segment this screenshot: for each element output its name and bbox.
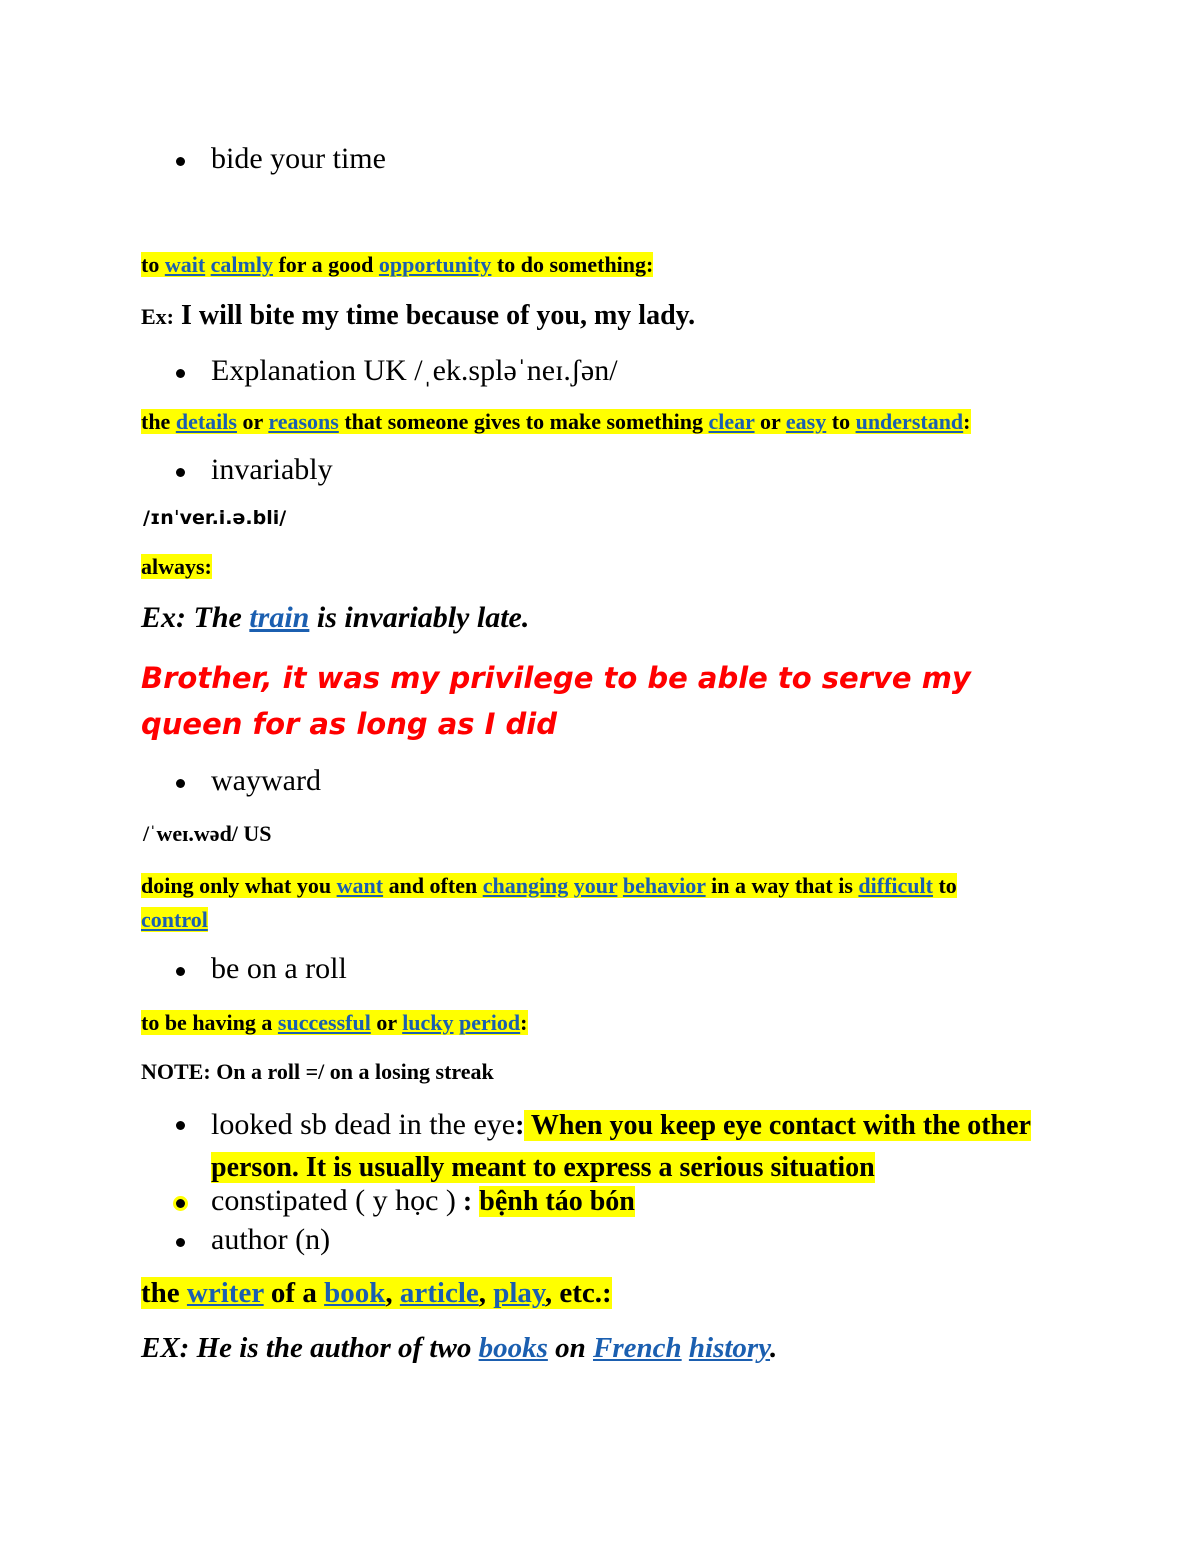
def-text: : (520, 1010, 528, 1035)
dict-link-books[interactable]: books (478, 1332, 548, 1364)
def-text: or (236, 409, 269, 434)
example-text: I will bite my time because of you, my lady. (174, 300, 696, 331)
def-text: to (141, 252, 165, 277)
dict-link-history[interactable]: history (688, 1332, 771, 1364)
note-text: On a roll =/ on a losing streak (210, 1059, 494, 1084)
dict-link-opportunity[interactable]: opportunity (378, 252, 492, 277)
list-item-constipated (211, 1184, 635, 1218)
note-label: NOTE: (141, 1059, 211, 1084)
def-text: the (141, 1277, 187, 1309)
bullet-dot (176, 1238, 185, 1247)
example-text (682, 1332, 689, 1364)
definition-bide (141, 252, 653, 278)
definition-roll (141, 1010, 528, 1036)
definition-invariably (141, 554, 212, 580)
bullet-dot (176, 157, 185, 166)
ipa-invariably: /ɪnˈver.i.ə.bli/ (143, 507, 287, 529)
dict-link-lucky[interactable]: lucky (402, 1010, 454, 1035)
list-item-looked (211, 1106, 1041, 1191)
example-bide (141, 300, 695, 332)
dict-link-your[interactable]: your (573, 873, 618, 898)
def-text: that someone gives to make something (338, 409, 709, 434)
example-invariably (141, 601, 529, 635)
dict-link-behavior[interactable]: behavior (622, 873, 706, 898)
def-text: or (370, 1010, 403, 1035)
example-text: EX: He is the author of two (141, 1332, 479, 1364)
def-text: always: (141, 554, 212, 579)
bullet-dot (176, 369, 185, 378)
ipa-wayward: /ˈweɪ.wəd/ US (143, 821, 272, 846)
def-text: of a (263, 1277, 325, 1309)
dict-link-writer[interactable]: writer (186, 1277, 264, 1309)
definition-author (141, 1277, 612, 1310)
example-label: Ex: (141, 304, 174, 329)
dict-link-difficult[interactable]: difficult (858, 873, 933, 898)
dict-link-french[interactable]: French (593, 1332, 682, 1364)
def-text: the (141, 409, 176, 434)
dict-link-article[interactable]: article (399, 1277, 479, 1309)
dict-link-control[interactable]: control (141, 907, 208, 932)
bullet-dot (176, 967, 185, 976)
colon: : (515, 1110, 525, 1141)
term-wayward: wayward (211, 764, 321, 797)
example-text: Ex: The (141, 601, 250, 634)
definition-wayward (141, 869, 1021, 937)
def-looked: When you keep eye contact with the other person. It is usually meant to express a serious situation (211, 1110, 1031, 1183)
term-bide-your-time: bide your time (211, 142, 386, 175)
colon: : (455, 1186, 480, 1217)
bullet-dot (176, 1121, 185, 1130)
term-constipated: constipated ( y học ) (211, 1184, 456, 1217)
def-text: , (385, 1277, 400, 1309)
dict-link-wait[interactable]: wait (164, 252, 206, 277)
def-text: to (932, 873, 957, 898)
dict-link-book[interactable]: book (324, 1277, 386, 1309)
def-text: to do something: (491, 252, 654, 277)
bullet-dot (176, 779, 185, 788)
note-roll (141, 1059, 494, 1085)
dict-link-period[interactable]: period (459, 1010, 521, 1035)
dict-link-understand[interactable]: understand (855, 409, 964, 434)
red-quote: Brother, it was my privilege to be able to serve my queen for as long as I did (141, 661, 971, 741)
dict-link-changing[interactable]: changing (482, 873, 569, 898)
term-invariably: invariably (211, 453, 333, 486)
term-looked-dead-in-eye: looked sb dead in the eye (211, 1108, 516, 1141)
example-text: is invariably late. (309, 601, 530, 634)
dict-link-easy[interactable]: easy (785, 409, 827, 434)
bullet-dot (176, 468, 185, 477)
bullet-dot (176, 1199, 185, 1208)
term-explanation: Explanation UK /ˌek.spləˈneɪ.ʃən/ (211, 354, 618, 387)
term-be-on-a-roll: be on a roll (211, 952, 347, 985)
example-text: on (547, 1332, 594, 1364)
def-text: , (478, 1277, 494, 1309)
term-author: author (n) (211, 1223, 331, 1256)
def-text: to (826, 409, 856, 434)
def-text: to be having a (141, 1010, 278, 1035)
def-text: and often (383, 873, 483, 898)
example-author (141, 1332, 777, 1365)
example-text: . (770, 1332, 778, 1364)
dict-link-details[interactable]: details (175, 409, 237, 434)
dict-link-clear[interactable]: clear (708, 409, 755, 434)
definition-explanation (141, 409, 971, 435)
def-text: : (963, 409, 971, 434)
def-text: for a good (272, 252, 379, 277)
dict-link-train[interactable]: train (249, 601, 310, 634)
dict-link-want[interactable]: want (336, 873, 384, 898)
def-text: doing only what you (141, 873, 337, 898)
def-text: in a way that is (705, 873, 859, 898)
dict-link-play[interactable]: play (493, 1277, 545, 1309)
dict-link-calmly[interactable]: calmly (210, 252, 273, 277)
def-text: , etc.: (544, 1277, 612, 1309)
dict-link-successful[interactable]: successful (277, 1010, 371, 1035)
def-text: or (754, 409, 786, 434)
def-constipated: bệnh táo bón (479, 1186, 635, 1217)
dict-link-reasons[interactable]: reasons (268, 409, 339, 434)
